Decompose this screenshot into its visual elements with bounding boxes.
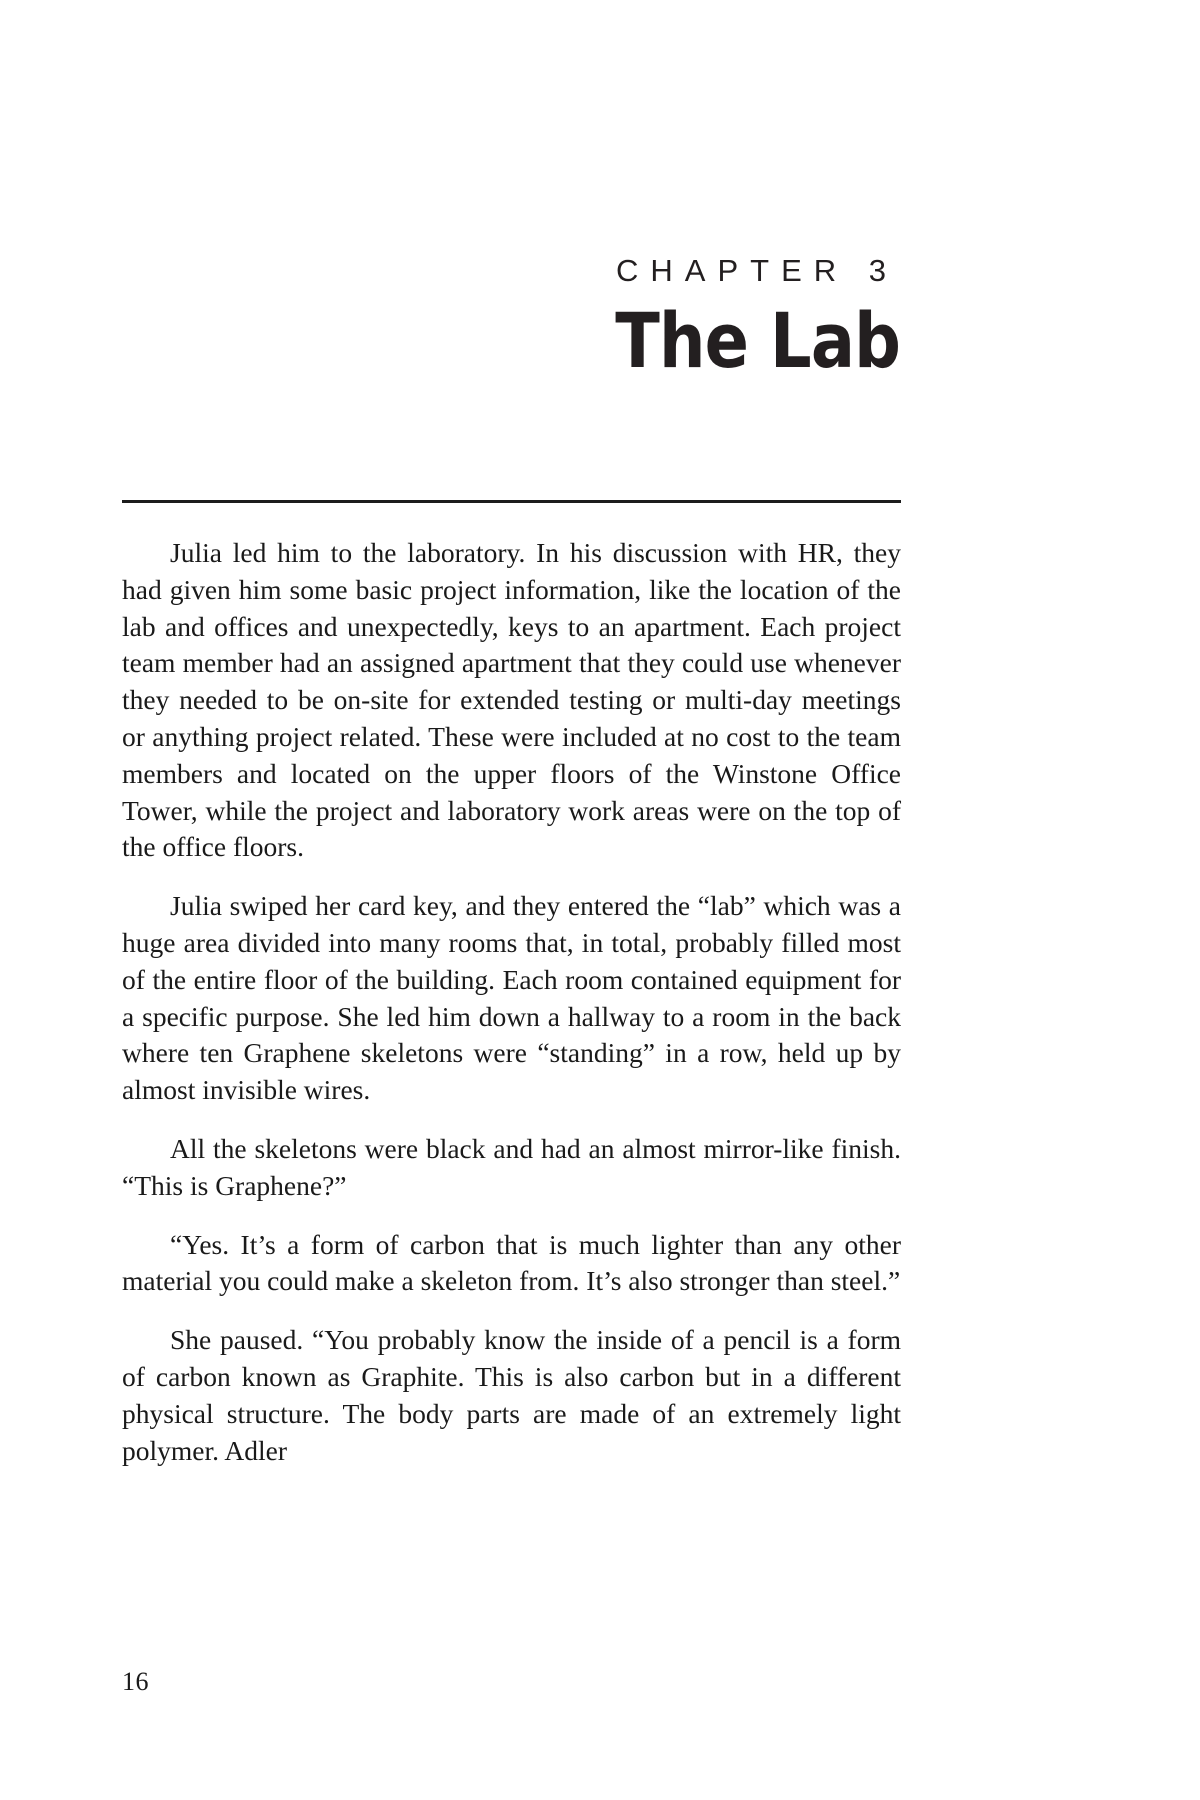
body-text — [122, 535, 901, 1469]
chapter-title: The Lab — [615, 296, 900, 385]
chapter-number-label: CHAPTER 3 — [616, 253, 898, 288]
paragraph: “Yes. It’s a form of carbon that is much lighter than any other material you could make a skeleton from. It’s also stronger than steel.” — [122, 1228, 901, 1297]
paragraph: Julia swiped her card key, and they entered the “lab” which was a huge area divided into many rooms that, in total, probably filled most of the entire floor of the building. Each room contained equipment for a specific purpose. She led him down a hallway to a room in the back where ten Graphene skeletons were “standing” in a row, held up by almost invisible wires. — [122, 890, 901, 1106]
paragraph: Julia led him to the laboratory. In his discussion with HR, they had given him some basic project information, like the location of the lab and offices and unexpectedly, keys to an apartment. Each project team member had an assigned apartment that they could use whenever they needed to be on-site for extended testing or multi-day meetings or anything project related. These were included at no cost to the team members and located on the upper floors of the Winstone Office Tower, while the project and laboratory work areas were on the top of the office floors. — [122, 537, 901, 863]
page-number: 16 — [122, 1667, 149, 1696]
chapter-header — [122, 253, 900, 385]
chapter-divider-rule — [122, 500, 901, 503]
paragraph: She paused. “You probably know the inside of a pencil is a form of carbon known as Graphite. This is also carbon but in a different physical structure. The body parts are made of an extremely light polymer. Adler — [122, 1324, 901, 1466]
paragraph: All the skeletons were black and had an almost mirror-like finish. “This is Graphene?” — [122, 1132, 901, 1201]
